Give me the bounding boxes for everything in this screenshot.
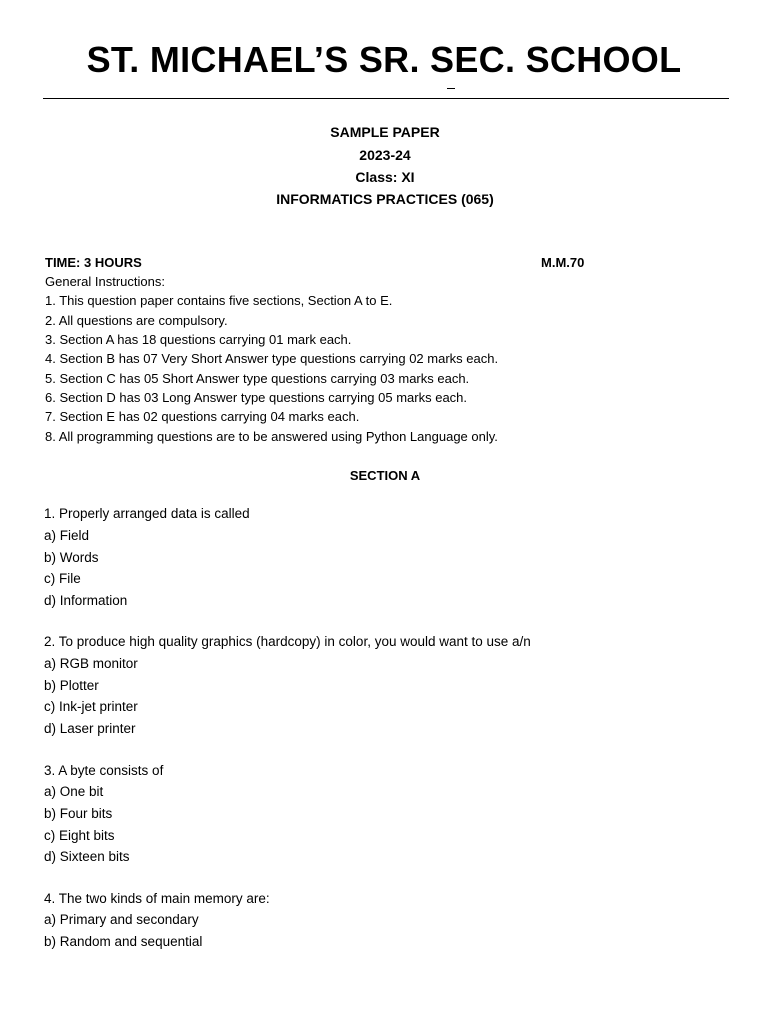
question-1-text: 1. Properly arranged data is called xyxy=(44,506,250,521)
instructions-heading: General Instructions: xyxy=(45,274,165,289)
instruction-item: 3. Section A has 18 questions carrying 01 mark each. xyxy=(45,332,352,347)
section-a-title: SECTION A xyxy=(349,468,421,483)
paper-class: Class: XI xyxy=(355,169,415,185)
question-2-option-c: c) Ink-jet printer xyxy=(44,699,138,714)
question-2-option-a: a) RGB monitor xyxy=(44,656,138,671)
paper-year: 2023-24 xyxy=(359,147,411,163)
header-mark xyxy=(447,88,455,89)
max-marks: M.M.70 xyxy=(541,255,585,270)
paper-type: SAMPLE PAPER xyxy=(330,124,440,140)
instruction-item: 5. Section C has 05 Short Answer type questions carrying 03 marks each. xyxy=(45,371,470,386)
question-1-option-d: d) Information xyxy=(44,593,128,608)
question-3-option-d: d) Sixteen bits xyxy=(44,849,130,864)
school-name: ST. MICHAEL’S SR. SEC. SCHOOL xyxy=(86,39,682,80)
question-3-text: 3. A byte consists of xyxy=(44,763,164,778)
question-3-option-b: b) Four bits xyxy=(44,806,113,821)
paper-subject: INFORMATICS PRACTICES (065) xyxy=(276,191,494,207)
question-1-option-b: b) Words xyxy=(44,550,99,565)
question-2-option-b: b) Plotter xyxy=(44,678,99,693)
instruction-item: 4. Section B has 07 Very Short Answer type questions carrying 02 marks each. xyxy=(45,351,499,366)
question-4-text: 4. The two kinds of main memory are: xyxy=(44,891,270,906)
question-1-option-c: c) File xyxy=(44,571,81,586)
instruction-item: 7. Section E has 02 questions carrying 04 marks each. xyxy=(45,409,360,424)
question-3-option-c: c) Eight bits xyxy=(44,828,115,843)
exam-time: TIME: 3 HOURS xyxy=(45,255,142,270)
instruction-item: 1. This question paper contains five sections, Section A to E. xyxy=(45,293,393,308)
question-4-option-b: b) Random and sequential xyxy=(44,934,203,949)
question-3-option-a: a) One bit xyxy=(44,784,104,799)
question-2-option-d: d) Laser printer xyxy=(44,721,136,736)
instruction-item: 8. All programming questions are to be answered using Python Language only. xyxy=(45,429,498,444)
question-2-text: 2. To produce high quality graphics (hardcopy) in color, you would want to use a/n xyxy=(44,634,531,649)
question-4-option-a: a) Primary and secondary xyxy=(44,912,199,927)
header-divider xyxy=(43,98,729,99)
question-1-option-a: a) Field xyxy=(44,528,90,543)
instruction-item: 6. Section D has 03 Long Answer type questions carrying 05 marks each. xyxy=(45,390,468,405)
instruction-item: 2. All questions are compulsory. xyxy=(45,313,228,328)
